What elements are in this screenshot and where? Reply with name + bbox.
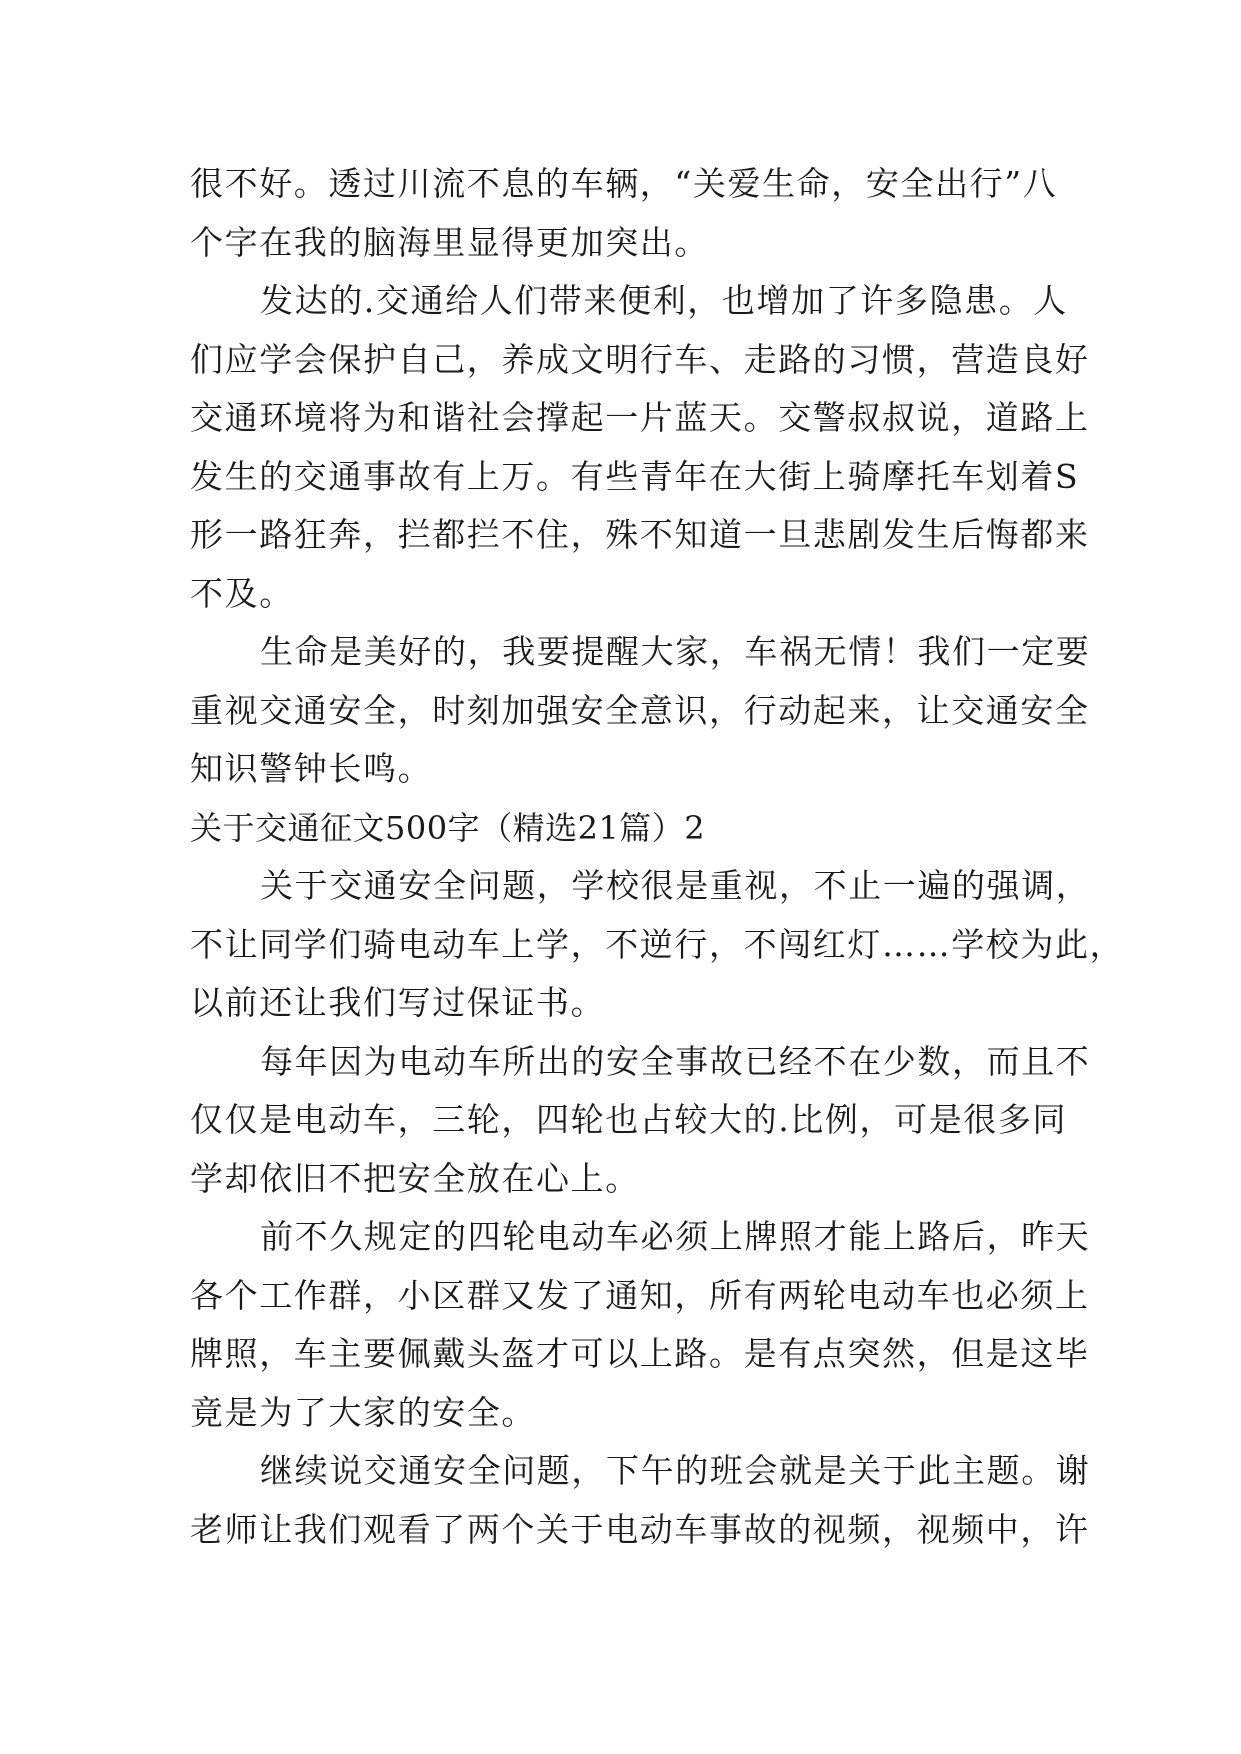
paragraph-1 <box>190 155 1058 272</box>
document-body <box>190 155 1125 1559</box>
text-line: 生命是美好的，我要提醒大家，车祸无情！我们一定要 <box>260 632 1091 671</box>
paragraph-7 <box>190 1442 1091 1559</box>
text-line: 不及。 <box>190 573 294 613</box>
paragraph-4 <box>190 857 1125 1033</box>
text-line: 发达的.交通给人们带来便利，也增加了许多隐患。人 <box>260 281 1068 320</box>
heading-text: 关于交通征文500字（精选21篇）2 <box>190 808 706 847</box>
text-line: 仅仅是电动车，三轮，四轮也占较大的.比例，可是很多同 <box>190 1100 1068 1139</box>
text-line: 各个工作群，小区群又发了通知，所有两轮电动车也必须上 <box>190 1275 1090 1315</box>
text-line: 学却依旧不把安全放在心上。 <box>190 1158 640 1198</box>
text-line: 发生的交通事故有上万。有些青年在大街上骑摩托车划着S <box>190 456 1080 496</box>
text-line: 个字在我的脑海里显得更加突出。 <box>190 222 709 262</box>
text-line: 牌照，车主要佩戴头盔才可以上路。是有点突然，但是这毕 <box>190 1334 1090 1373</box>
paragraph-6 <box>190 1208 1091 1442</box>
text-line: 每年因为电动车所出的安全事故已经不在少数，而且不 <box>260 1041 1091 1081</box>
text-line: 知识警钟长鸣。 <box>190 749 433 788</box>
text-line: 竟是为了大家的安全。 <box>190 1392 536 1432</box>
paragraph-3 <box>190 623 1091 799</box>
text-line: 关于交通安全问题，学校很是重视，不止一遍的强调， <box>260 866 1091 905</box>
section-heading <box>190 799 1050 858</box>
paragraph-5 <box>190 1033 1091 1209</box>
text-line: 交通环境将为和谐社会撑起一片蓝天。交警叔叔说，道路上 <box>190 398 1090 437</box>
text-line: 前不久规定的四轮电动车必须上牌照才能上路后，昨天 <box>260 1217 1091 1256</box>
text-line: 重视交通安全，时刻加强安全意识，行动起来，让交通安全 <box>190 690 1090 730</box>
text-line: 形一路狂奔，拦都拦不住，殊不知道一旦悲剧发生后悔都来 <box>190 515 1090 554</box>
text-line: 继续说交通安全问题，下午的班会就是关于此主题。谢 <box>260 1451 1091 1490</box>
text-line: 老师让我们观看了两个关于电动车事故的视频，视频中，许 <box>190 1509 1090 1549</box>
text-line: 不让同学们骑电动车上学，不逆行，不闯红灯……学校为此， <box>190 924 1125 964</box>
text-line: 以前还让我们写过保证书。 <box>190 983 606 1022</box>
paragraph-2 <box>190 272 1090 623</box>
text-line: 们应学会保护自己，养成文明行车、走路的习惯，营造良好 <box>190 339 1090 379</box>
text-line: 很不好。透过川流不息的车辆，“关爱生命，安全出行”八 <box>190 164 1058 203</box>
